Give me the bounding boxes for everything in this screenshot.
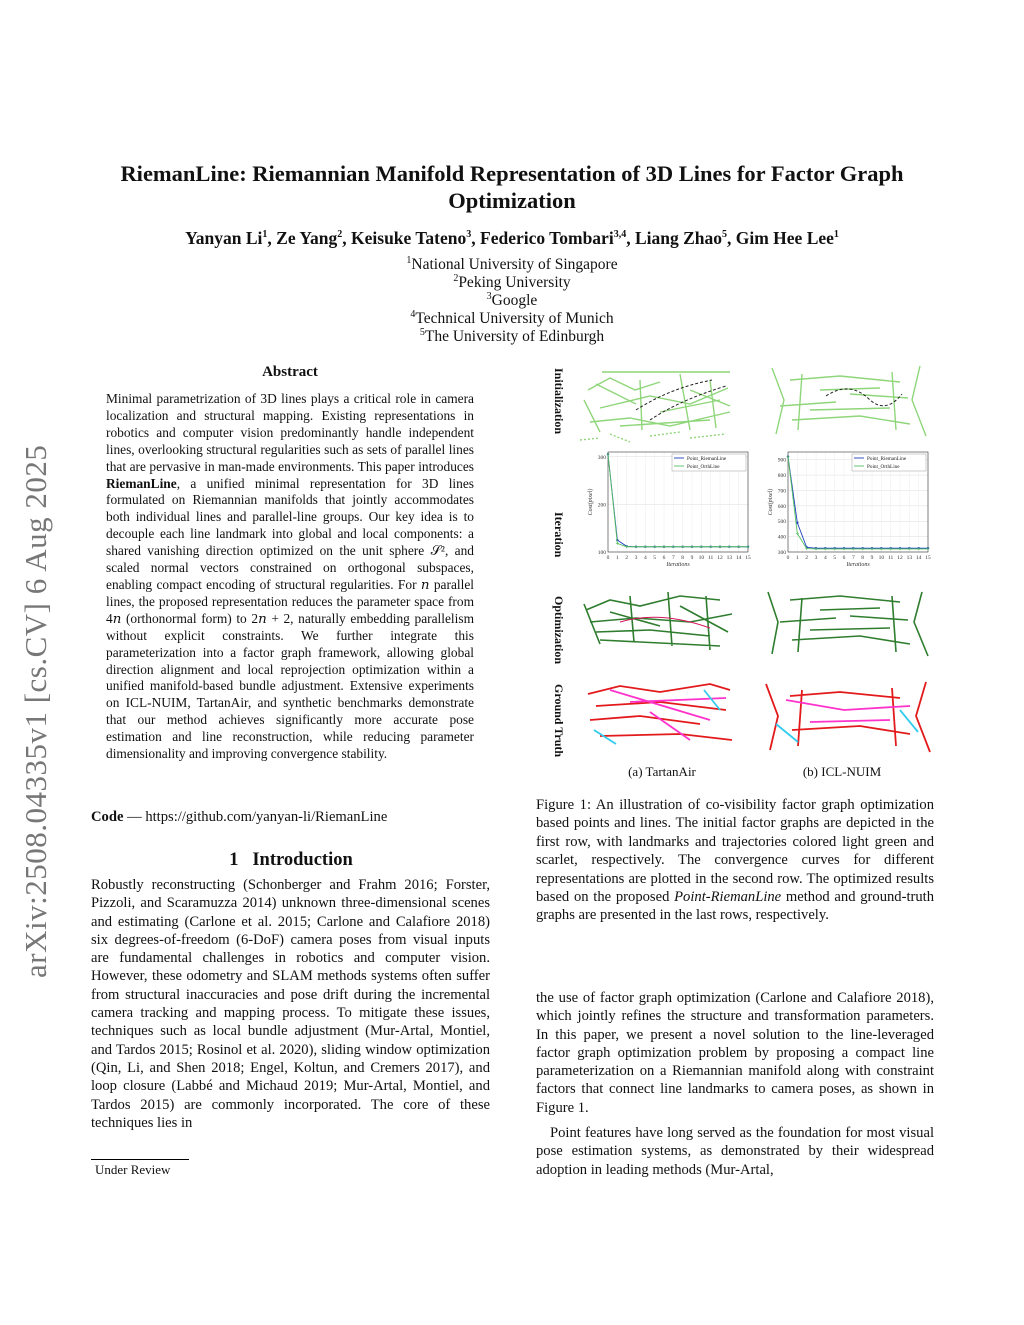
x-tick-label: 0 xyxy=(786,555,790,561)
x-tick-label: 10 xyxy=(878,555,885,561)
x-tick-label: 3 xyxy=(814,555,818,561)
subcaption-a: (a) TartanAir xyxy=(628,764,696,779)
caption-text: method and ground-truth graphs are presented in the last rows, respectively. xyxy=(536,889,935,924)
init-tartanair-graph xyxy=(580,372,730,442)
data-point xyxy=(663,545,666,548)
x-tick-label: 11 xyxy=(888,555,894,561)
aff-number: 4 xyxy=(410,309,416,320)
x-tick-label: 4 xyxy=(643,555,647,561)
x-tick-label: 7 xyxy=(671,555,675,561)
data-point xyxy=(719,545,722,548)
data-point xyxy=(728,545,731,548)
aff-name: Technical University of Munich xyxy=(415,310,614,328)
x-tick-label: 15 xyxy=(925,555,931,561)
author-aff-mark: 2 xyxy=(337,229,343,241)
x-tick-label: 2 xyxy=(625,555,629,561)
opt-tartanair-trajectory xyxy=(620,617,710,628)
abstract-heading: Abstract xyxy=(262,364,318,380)
legend-label: Point_RiemanLine xyxy=(687,456,727,462)
x-tick-label: 5 xyxy=(653,555,657,561)
gt-icl-graph xyxy=(766,682,930,752)
author-name: Liang Zhao xyxy=(634,228,722,248)
affiliation xyxy=(300,324,724,346)
paper-title xyxy=(80,160,944,214)
row-label-text: Iteration xyxy=(552,512,566,558)
x-tick-label: 11 xyxy=(708,555,714,561)
abstract-text: Minimal parametrization of 3D lines plays a critical role in camera localization and structural mapping. Existing representations in robotics and computer vision predominantly handle independent lines, overlooking structural regularities such as sets of parallel lines that are pervasive in man-made environments. This paper introduces xyxy=(106,391,474,474)
x-tick-label: 2 xyxy=(805,555,809,561)
aff-number: 1 xyxy=(406,255,412,266)
author-name: Federico Tombari xyxy=(480,228,614,248)
y-tick-label: 800 xyxy=(777,473,786,480)
data-point xyxy=(747,545,750,548)
y-tick-label: 200 xyxy=(597,502,606,509)
opt-tartanair-graph xyxy=(584,592,732,650)
y-tick-label: 400 xyxy=(777,534,786,541)
code-sep: — xyxy=(123,809,146,825)
row-label-text: Initialization xyxy=(552,368,566,435)
aff-number: 2 xyxy=(453,273,459,284)
x-tick-label: 13 xyxy=(906,555,913,561)
method-name: RiemanLine xyxy=(106,475,177,491)
x-tick-label: 9 xyxy=(870,555,874,561)
arxiv-stamp xyxy=(18,378,64,978)
x-tick-label: 15 xyxy=(745,555,751,561)
abstract-body xyxy=(106,391,474,763)
data-point xyxy=(709,545,712,548)
x-tick-label: 0 xyxy=(606,555,610,561)
data-point xyxy=(700,545,703,548)
x-tick-label: 8 xyxy=(861,555,865,561)
aff-name: National University of Singapore xyxy=(411,256,618,274)
aff-number: 5 xyxy=(419,327,425,338)
x-tick-label: 7 xyxy=(851,555,855,561)
data-point xyxy=(787,455,790,458)
x-tick-label: 6 xyxy=(842,555,846,561)
figure-caption xyxy=(536,796,934,925)
row-label-text: Ground Truth xyxy=(552,684,566,758)
x-tick-label: 14 xyxy=(915,555,922,561)
code-link[interactable]: https://github.com/yanyan-li/RiemanLine xyxy=(145,809,388,825)
y-axis-label: Cost(pixel) xyxy=(588,488,594,516)
author-aff-mark: 3 xyxy=(466,229,472,241)
subcaption-b: (b) ICL-NUIM xyxy=(802,764,882,779)
convergence-chart-tartanair xyxy=(586,448,756,576)
x-tick-label: 12 xyxy=(897,555,903,561)
abstract-text: , a unified minimal representation for 3D lines formulated on Riemannian manifolds that jointly accommodates both individual lines and parallel-line groups. Our key idea is to decouple each line landmark into global and local components: a shared vanishing direction optimized on the unit sphere 𝒮², and scaled normal vectors constrained on orthogonal subspaces, enabling compact encoding of structural regularities. For 𝑛 parallel lines, the proposed representation reduces the parameter space from 4𝑛 (orthonormal form) to 2𝑛 + 2, naturally embedding parallelism without explicit constraints. We further integrate this parameterization into a factor graph framework, allowing global direction alignment and local reprojection optimization within a unified manifold-based bundle adjustment. Extensive experiments on ICL-NUIM, TartanAir, and synthetic benchmarks demonstrate that our method achieves significantly more accurate pose estimation and line reconstruction, while reducing parameter dimensionality and improving convergence stability. xyxy=(106,475,474,762)
title-line-2: Optimization xyxy=(448,188,576,213)
x-axis-label: Iterations xyxy=(846,562,870,568)
author-name: Ze Yang xyxy=(276,228,338,248)
row-label-text: Optimization xyxy=(552,596,566,664)
author-aff-mark: 1 xyxy=(262,229,268,241)
x-tick-label: 12 xyxy=(717,555,723,561)
x-tick-label: 10 xyxy=(698,555,705,561)
arxiv-id: arXiv:2508.04335v1 [cs.CV] 6 Aug 2025 xyxy=(18,444,53,978)
data-point xyxy=(635,545,638,548)
x-tick-label: 6 xyxy=(662,555,666,561)
legend-label: Point_OrthLine xyxy=(687,464,720,470)
x-tick-label: 8 xyxy=(681,555,685,561)
author-list: Yanyan Li$^1$, Ze Yang$^2$, Keisuke Tateno$^3$, Federico Tombari$^{3,4}$, Liang Zhao$^5$, Gim Hee Lee$^1$ xyxy=(185,228,839,248)
gt-tartanair-graph xyxy=(588,684,732,744)
author-aff-mark: 5 xyxy=(722,229,727,241)
aff-name: The University of Edinburgh xyxy=(424,328,605,346)
y-tick-label: 500 xyxy=(777,519,786,526)
aff-name: Peking University xyxy=(458,274,571,292)
data-point xyxy=(607,453,610,456)
init-icl-graph xyxy=(772,366,926,436)
y-tick-label: 300 xyxy=(777,550,786,556)
right-column-text xyxy=(536,989,934,1179)
section-title: Introduction xyxy=(252,850,353,870)
paragraph: Point features have long served as the foundation for most visual pose estimation systems, as demonstrated by their widespread adoption in leading methods (Mur-Artal, xyxy=(536,1125,934,1178)
x-tick-label: 13 xyxy=(726,555,733,561)
data-point xyxy=(672,545,675,548)
data-point xyxy=(681,545,684,548)
section-heading xyxy=(91,850,491,871)
convergence-chart-icl xyxy=(766,448,936,576)
x-tick-label: 9 xyxy=(690,555,694,561)
footnote: Under Review xyxy=(95,1162,171,1177)
intro-paragraph: Robustly reconstructing (Schonberger and Frahm 2016; Forster, Pizzoli, and Scaramuzza 2014) unknown three-dimensional scenes and estimating (Carlone et al. 2015; Carlone and Calafiore 2018) six degrees-of-freedom (6-DoF) camera poses from visual inputs are fundamental challenges in robotics and computer vision. However, these odometry and SLAM methods systems often suffer from structural inaccuracies and pose drift during the incremental camera tracking and mapping process. To mitigate these issues, techniques such as local bundle adjustment (Mur-Artal, Montiel, and Tardos 2015; Rosinol et al. 2020), sliding window optimization (Qin, Li, and Shen 2018; Engel, Koltun, and Cremers 2017), and loop closure (Labbé and Michaud 2019; Mur-Artal, Montiel, and Tardos 2015) are commonly incorporated. The core of these techniques lies in xyxy=(91,877,490,1131)
author-name: Keisuke Tateno xyxy=(351,228,467,248)
aff-name: Google xyxy=(491,292,538,310)
data-point xyxy=(737,545,740,548)
section-number: 1 xyxy=(229,850,239,870)
x-tick-label: 1 xyxy=(615,555,619,561)
x-tick-label: 1 xyxy=(795,555,799,561)
x-tick-label: 3 xyxy=(634,555,638,561)
author-aff-mark: 3,4 xyxy=(613,229,627,241)
caption-text: Figure 1: An illustration of co-visibility factor graph optimization based points and lines. The initial factor graphs are depicted in the first row, with landmarks and trajectories colored light green and scarlet, respectively. The convergence curves for different representations are plotted in the second row. The optimized results based on the proposed xyxy=(536,797,934,906)
y-tick-label: 100 xyxy=(597,550,606,556)
y-tick-label: 600 xyxy=(777,503,786,510)
x-axis-label: Iterations xyxy=(666,562,690,568)
data-point xyxy=(691,545,694,548)
y-tick-label: 300 xyxy=(597,454,606,461)
code-line xyxy=(91,809,491,826)
figure-1 xyxy=(540,360,940,790)
legend-label: Point_OrthLine xyxy=(867,464,900,470)
author-name: Yanyan Li xyxy=(185,228,263,248)
data-point xyxy=(653,545,656,548)
opt-icl-graph xyxy=(768,592,928,656)
author-aff-mark: 1 xyxy=(833,229,839,241)
y-tick-label: 700 xyxy=(777,488,786,495)
caption-method: Point-RiemanLine xyxy=(674,889,782,906)
x-tick-label: 14 xyxy=(735,555,742,561)
title-line-1: RiemanLine: Riemannian Manifold Representation of 3D Lines for Factor Graph xyxy=(120,161,904,186)
x-tick-label: 5 xyxy=(833,555,837,561)
footnote-rule xyxy=(91,1159,189,1160)
code-label: Code xyxy=(91,809,124,825)
author-name: Gim Hee Lee xyxy=(735,228,834,248)
aff-number: 3 xyxy=(486,291,492,302)
y-tick-label: 900 xyxy=(777,457,786,464)
x-tick-label: 4 xyxy=(823,555,827,561)
data-point xyxy=(644,545,647,548)
data-point xyxy=(616,542,619,545)
legend-label: Point_RiemanLine xyxy=(867,456,907,462)
paragraph: the use of factor graph optimization (Carlone and Calafiore 2018), which jointly refines the structure and transformation parameters. In this paper, we present a novel solution to the line-leveraged factor graph optimization problem by proposing a compact line parameterization on a Riemannian manifold along with constraint factors that connect line landmarks to camera poses, as shown in Figure 1. xyxy=(536,990,934,1116)
y-axis-label: Cost(pixel) xyxy=(768,488,774,516)
